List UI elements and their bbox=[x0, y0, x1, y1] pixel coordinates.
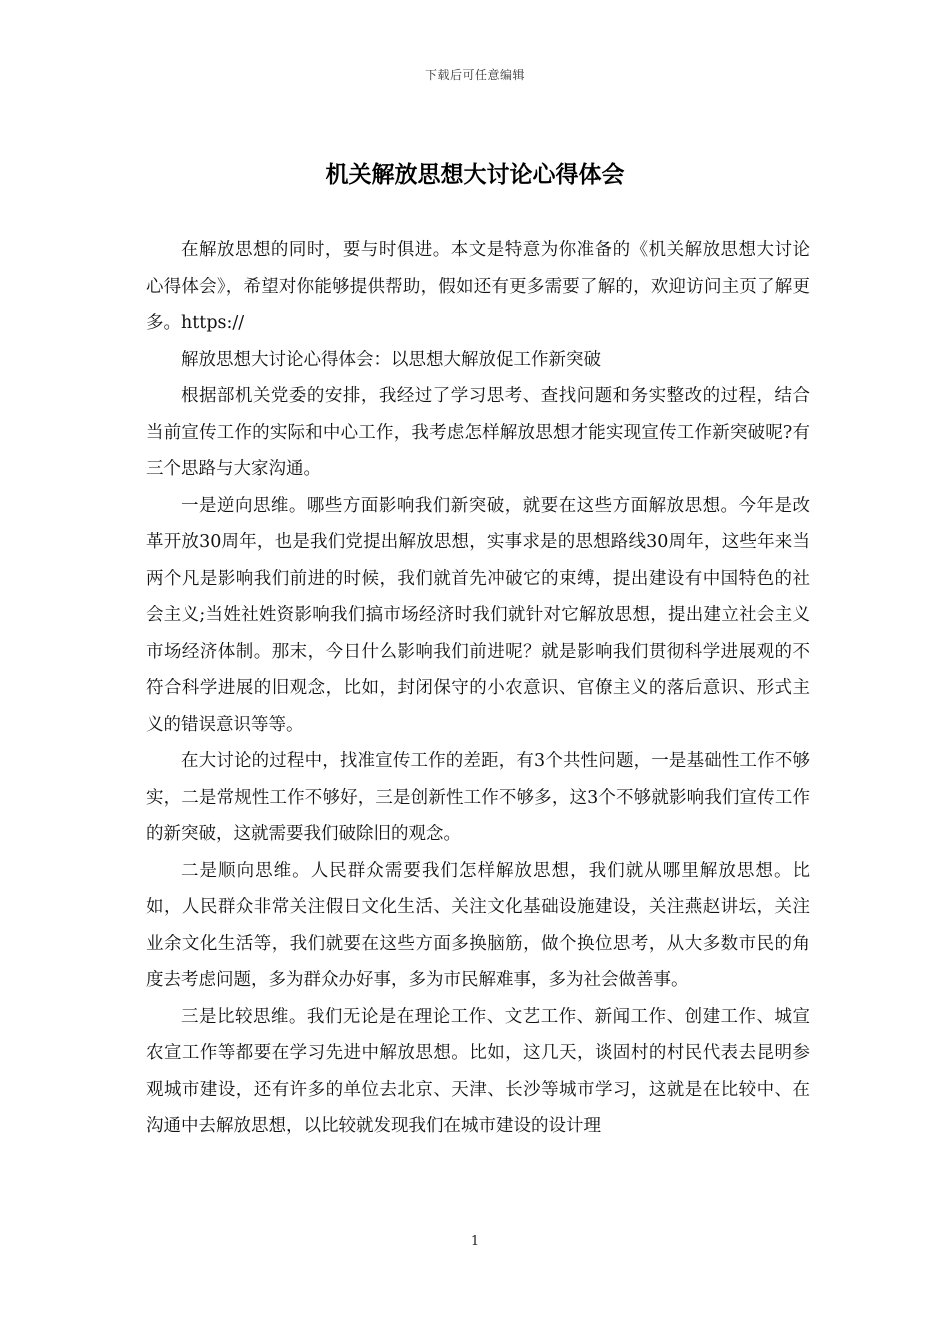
paragraph-background: 根据部机关党委的安排，我经过了学习思考、查找问题和务实整改的过程，结合当前宣传工作的实际和中心工作，我考虑怎样解放思想才能实现宣传工作新突破呢?有三个思路与大家沟通。 bbox=[146, 386, 810, 479]
paragraph-forward-thinking: 二是顺向思维。人民群众需要我们怎样解放思想，我们就从哪里解放思想。比如，人民群众非常关注假日文化生活、关注文化基础设施建设，关注燕赵讲坛，关注业余文化生活等，我们就要在这些方面多换脑筋，做个换位思考，从大多数市民的角度去考虑问题，多为群众办好事，多为市民解难事，多为社会做善事。 bbox=[146, 860, 810, 990]
document-title: 机关解放思想大讨论心得体会 bbox=[325, 162, 625, 188]
page-header-note: 下载后可任意编辑 bbox=[424, 68, 525, 82]
paragraph-subtitle: 解放思想大讨论心得体会：以思想大解放促工作新突破 bbox=[181, 349, 601, 370]
paragraph-reverse-thinking: 一是逆向思维。哪些方面影响我们新突破，就要在这些方面解放思想。今年是改革开放30周年，也是我们党提出解放思想，实事求是的思想路线30周年，这些年来当两个凡是影响我们前进的时候，我们就首先冲破它的束缚，提出建设有中国特色的社会主义;当姓社姓资影响我们搞市场经济时我们就针对它解放思想，提出建立社会主义市场经济体制。那末，今日什么影响我们前进呢？就是影响我们贯彻科学进展观的不符合科学进展的旧观念，比如，封闭保守的小农意识、官僚主义的落后意识、形式主义的错误意识等等。 bbox=[146, 495, 810, 735]
page-number: 1 bbox=[470, 1234, 480, 1249]
document-body bbox=[146, 232, 810, 1145]
paragraph-common-problems: 在大讨论的过程中，找准宣传工作的差距，有3个共性问题，一是基础性工作不够实，二是常规性工作不够好，三是创新性工作不够多，这3个不够就影响我们宣传工作的新突破，这就需要我们破除旧的观念。 bbox=[146, 751, 810, 844]
paragraph-intro: 在解放思想的同时，要与时俱进。本文是特意为你准备的《机关解放思想大讨论心得体会》，希望对你能够提供帮助，假如还有更多需要了解的，欢迎访问主页了解更多。https:// bbox=[146, 240, 810, 333]
paragraph-comparative-thinking: 三是比较思维。我们无论是在理论工作、文艺工作、新闻工作、创建工作、城宣农宣工作等都要在学习先进中解放思想。比如，这几天，谈固村的村民代表去昆明参观城市建设，还有许多的单位去北京、天津、长沙等城市学习，这就是在比较中、在沟通中去解放思想，以比较就发现我们在城市建设的设计理 bbox=[146, 1006, 810, 1136]
